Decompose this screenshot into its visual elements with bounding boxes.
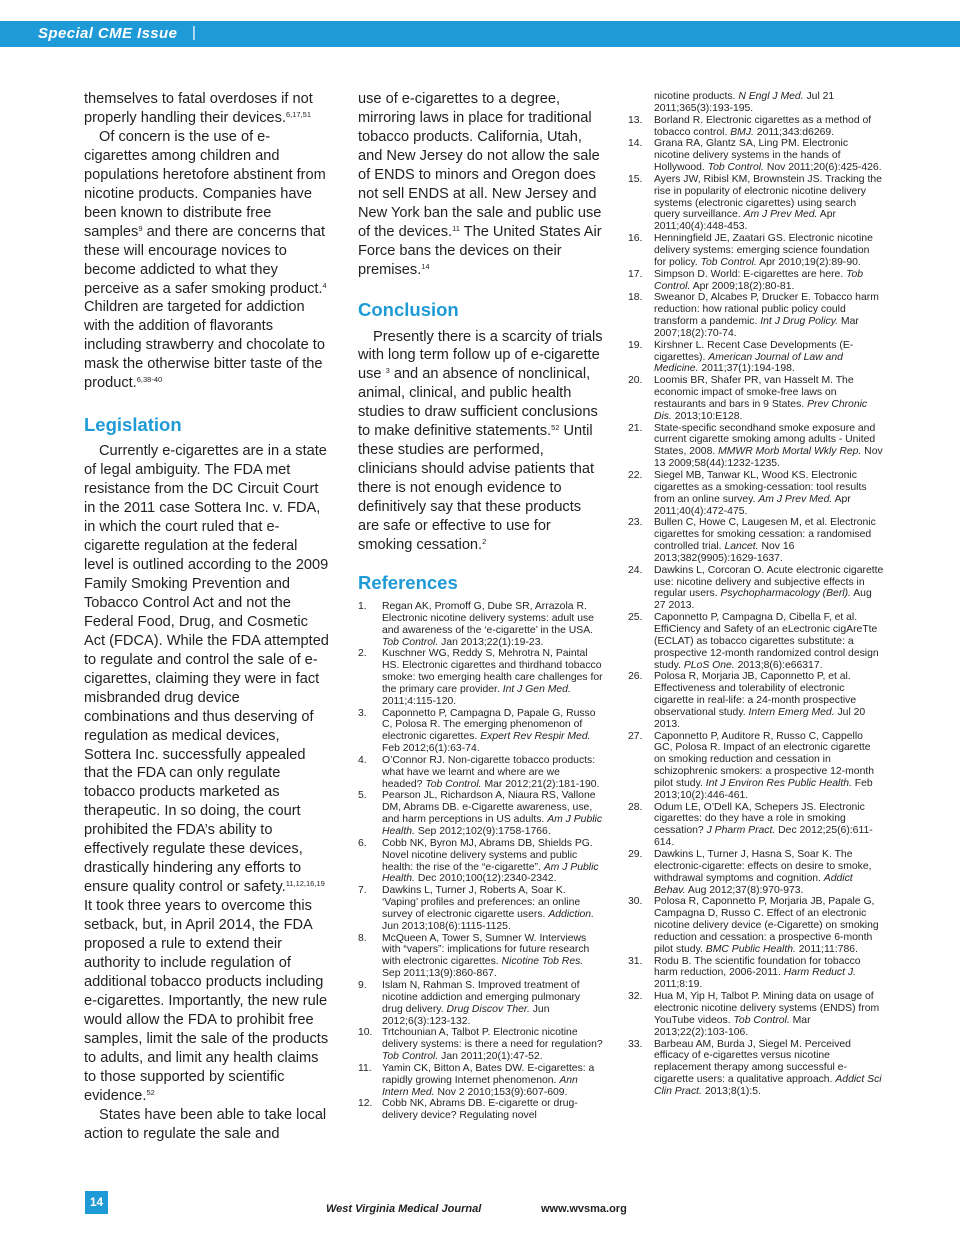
reference-number: 19.	[628, 339, 643, 351]
reference-item: 22. Siegel MB, Tanwar KL, Wood KS. Electronic cigarettes as a smoking-cessation: tool results from an online survey. Am J Prev Med. Apr 2011;40(4):472-475.	[628, 470, 867, 517]
paragraph: themselves to fatal overdoses if not properly handling their devices.$^{6,17,51}$	[84, 91, 313, 126]
reference-item: 13. Borland R. Electronic cigarettes as a method of tobacco control. BMJ. 2011;343:d6269.	[628, 114, 872, 138]
reference-number: 11.	[358, 1062, 372, 1074]
reference-number: 16.	[628, 233, 643, 245]
reference-item: 25. Caponnetto P, Campagna D, Cibella F, et al. EffiCiency and Safety of an eLectronic cigAreTte (ECLAT) as tobacco cigarettes substitute: a prospective 12-month randomized control design study. PLoS One. 2013;8(6):e66317.	[628, 612, 879, 671]
conclusion-heading: Conclusion	[358, 298, 459, 320]
reference-item: 11. Yamin CK, Bitton A, Bates DW. E-cigarettes: a rapidly growing Internet phenomenon. Ann Intern Med. Nov 2 2010;153(9):607-609.	[358, 1062, 595, 1098]
reference-number: 24.	[628, 564, 643, 576]
reference-number: 14.	[628, 138, 643, 150]
reference-number: 31.	[628, 955, 643, 967]
reference-number: 33.	[628, 1038, 643, 1050]
reference-item: 33. Barbeau AM, Burda J, Siegel M. Perceived efficacy of e-cigarettes versus nicotine replacement therapy among successful e-cigarette users: a qualitative approach. Addict Sci Clin Pract. 2013;8(1):5.	[628, 1038, 882, 1097]
reference-number: 20.	[628, 375, 643, 387]
reference-number: 4.	[358, 754, 367, 766]
reference-item: 9. Islam N, Rahman S. Improved treatment of nicotine addiction and emerging pulmonary drug delivery. Drug Discov Ther. Jun 2012;6(3):123-132.	[358, 979, 581, 1027]
footer-url: www.wvsma.org	[541, 1203, 627, 1215]
paragraph: Currently e-cigarettes are in a state of legal ambiguity. The FDA met resistance from the DC Circuit Court in the 2011 case Sottera Inc. v. FDA, in which the court ruled that e-cigarette regulation at the federal level is outlined according to the 2009 Family Smoking Prevention and Tobacco Control Act and not the Federal Food, Drug, and Cosmetic Act (FDCA). While the FDA attempted to regulate and control the sale of e-cigarettes, claiming they were in fact misbranded drug device combinations and thus deserving of regulation as medical devices, Sottera Inc. successfully appealed that the FDA can only regulate tobacco products marketed as therapeutic. In so doing, the court prohibited the FDA’s ability to effectively regulate these devices, drastically hindering any efforts to ensure quality control or safety.$^{11,12,16,19}$ It took three years to overcome this setback, but, in April 2014, the FDA proposed a rule to extend their authority to include regulation of additional tobacco products including e-cigarettes. Importantly, the new rule would allow the FDA to prohibit free samples, limit the sale of the products to adults, and limit any health claims to those supported by scientific evidence.$^{52}$	[84, 443, 329, 1104]
column-3	[626, 91, 884, 1098]
reference-number: 1.	[358, 600, 367, 612]
paragraph: Presently there is a scarcity of trials with long term follow up of e-cigarette use $^3$ and an absence of nonclinical, animal, clinical, and public health studies to draw sufficient conclusions to make definitive statements.$^{52}$ Until these studies are performed, clinicians should advise patients that there is not enough evidence to definitively say that these products are safe or effective to use for smoking cessation.$^2$	[358, 328, 603, 554]
reference-number: 25.	[628, 612, 643, 624]
reference-number: 7.	[358, 885, 367, 897]
reference-item: 2. Kuschner WG, Reddy S, Mehrotra N, Paintal HS. Electronic cigarettes and thirdhand tobacco smoke: two emerging health care challenges for the primary care provider. Int J Gen Med. 2011;4:115-120.	[358, 648, 603, 707]
reference-item: 29. Dawkins L, Turner J, Hasna S, Soar K. The electronic-cigarette: effects on desire to smoke, withdrawal symptoms and cognition. Addict Behav. Aug 2012;37(8):970-973.	[628, 849, 872, 896]
reference-item: 7. Dawkins L, Turner J, Roberts A, Soar K. ‘Vaping’ profiles and preferences: an online survey of electronic cigarette users. Addiction. Jun 2013;108(6):1115-1125.	[358, 885, 594, 932]
column-2	[358, 90, 603, 1122]
reference-item: 16. Henningfield JE, Zaatari GS. Electronic nicotine delivery systems: emerging science foundation for policy. Tob Control. Apr 2010;19(2):89-90.	[628, 233, 873, 268]
reference-number: 8.	[358, 932, 367, 944]
reference-number: 30.	[628, 896, 643, 908]
reference-item: 31. Rodu B. The scientific foundation for tobacco harm reduction, 2006-2011. Harm Reduct J. 2011;8:19.	[628, 955, 861, 991]
reference-number: 23.	[628, 517, 643, 529]
reference-list	[358, 601, 603, 1122]
reference-item: 5. Pearson JL, Richardson A, Niaura RS, Vallone DM, Abrams DB. e-Cigarette awareness, use, and harm perceptions in US adults. Am J Public Health. Sep 2012;102(9):1758-1766.	[358, 790, 603, 837]
reference-item: 12. Cobb NK, Abrams DB. E-cigarette or drug-delivery device? Regulating novel	[358, 1098, 578, 1122]
reference-number: 5.	[358, 790, 367, 802]
reference-item: 26. Polosa R, Morjaria JB, Caponnetto P, et al. Effectiveness and tolerability of electronic cigarette in real-life: a 24-month prospective observational study. Intern Emerg Med. Jul 20 2013.	[628, 671, 866, 730]
reference-number: 26.	[628, 671, 643, 683]
issue-title: Special CME Issue	[38, 25, 178, 42]
reference-number: 18.	[628, 292, 643, 304]
reference-item: 4. O’Connor RJ. Non-cigarette tobacco products: what have we learnt and where are we headed? Tob Control. Mar 2012;21(2):181-190.	[358, 754, 600, 790]
header-bar	[0, 21, 960, 47]
reference-number: 22.	[628, 470, 643, 481]
header-separator: |	[192, 24, 196, 41]
page-number: 14	[85, 1191, 108, 1214]
reference-number: 10.	[358, 1027, 373, 1039]
reference-item: 32. Hua M, Yip H, Talbot P. Mining data on usage of electronic nicotine delivery systems (ENDS) from YouTube videos. Tob Control. Mar 2013;22(2):103-106.	[628, 991, 880, 1038]
reference-number: 12.	[358, 1098, 373, 1110]
paragraph: States have been able to take local action to regulate the sale and	[84, 1106, 327, 1142]
legislation-heading: Legislation	[84, 414, 182, 436]
reference-number: 21.	[628, 422, 643, 434]
reference-item: 30. Polosa R, Caponnetto P, Morjaria JB, Papale G, Campagna D, Russo C. Effect of an electronic nicotine delivery device (e-Cigarette) on smoking reduction and cessation: a prospective 6-month pilot study. BMC Public Health. 2011;11:786.	[628, 896, 879, 955]
reference-number: 15.	[628, 173, 643, 185]
reference-item: 6. Cobb NK, Byron MJ, Abrams DB, Shields PG. Novel nicotine delivery systems and public health: the rise of the “e-cigarette”. Am J Public Health. Dec 2010;100(12):2340-2342.	[358, 837, 599, 885]
reference-number: 29.	[628, 849, 643, 860]
reference-item: 3. Caponnetto P, Campagna D, Papale G, Russo C, Polosa R. The emerging phenomenon of electronic cigarettes. Expert Rev Respir Med. Feb 2012;6(1):63-74.	[358, 707, 596, 755]
reference-item: 18. Sweanor D, Alcabes P, Drucker E. Tobacco harm reduction: how rational public policy could transform a pandemic. Int J Drug Policy. Mar 2007;18(2):70-74.	[628, 292, 879, 339]
reference-number: 13.	[628, 114, 643, 126]
reference-item: 20. Loomis BR, Shafer PR, van Hasselt M. The economic impact of smoke-free laws on restaurants and bars in 9 States. Prev Chronic Dis. 2013;10:E128.	[628, 375, 868, 422]
reference-item: 27. Caponnetto P, Auditore R, Russo C, Cappello GC, Polosa R. Impact of an electronic cigarette on smoking reduction and cessation in schizophrenic smokers: a prospective 12-month pilot study. Int J Environ Res Public Health. Feb 2013;10(2):446-461.	[628, 730, 875, 801]
footer-journal-name: West Virginia Medical Journal	[326, 1203, 482, 1215]
references-heading: References	[358, 571, 458, 593]
reference-item: 1. Regan AK, Promoff G, Dube SR, Arrazola R. Electronic nicotine delivery systems: adult use and awareness of the ‘e-cigarette’ in the USA. Tob Control. Jan 2013;22(1):19-23.	[358, 600, 594, 648]
paragraph: Of concern is the use of e-cigarettes among children and populations heretofore abstinent from nicotine products. Companies have been known to distribute free samples$^9$ and there are concerns that these will encourage novices to become addicted to what they perceive as a safer smoking product.$^4$ Children are targeted for addiction with the addition of flavorants including strawberry and chocolate to mask the otherwise bitter taste of the product.$^{6,38-40}$	[84, 128, 327, 392]
reference-number: 32.	[628, 991, 643, 1003]
reference-number: 6.	[358, 837, 367, 849]
column-1	[84, 90, 329, 1144]
reference-number: 28.	[628, 801, 643, 813]
reference-item: 10. Trtchounian A, Talbot P. Electronic nicotine delivery systems: is there a need for regulation? Tob Control. Jan 2011;20(1):47-52.	[358, 1027, 603, 1063]
reference-item: 14. Grana RA, Glantz SA, Ling PM. Electronic nicotine delivery systems in the hands of Hollywood. Tob Control. Nov 2011;20(6):425-426.	[628, 138, 882, 174]
reference-number: 3.	[358, 707, 367, 719]
reference-number: 27.	[628, 730, 643, 742]
reference-item: 19. Kirshner L. Recent Case Developments (E-cigarettes). American Journal of Law and Medicine. 2011;37(1):194-198.	[628, 339, 854, 375]
reference-item: nicotine products. N Engl J Med. Jul 21 2011;365(3):193-195.	[654, 91, 835, 114]
reference-item: 21. State-specific secondhand smoke exposure and current cigarette smoking among adults - United States, 2008. MMWR Morb Mortal Wkly Rep. Nov 13 2009;58(44):1232-1235.	[628, 422, 883, 470]
reference-item: 17. Simpson D. World: E-cigarettes are here. Tob Control. Apr 2009;18(2):80-81.	[628, 268, 864, 292]
reference-number: 2.	[358, 648, 367, 660]
reference-item: 8. McQueen A, Tower S, Sumner W. Interviews with “vapers”: implications for future research with electronic cigarettes. Nicotine Tob Res. Sep 2011;13(9):860-867.	[358, 932, 590, 980]
reference-number: 9.	[358, 979, 367, 991]
reference-item: 15. Ayers JW, Ribisl KM, Brownstein JS. Tracking the rise in popularity of electronic nicotine delivery systems (electronic cigarettes) using search query surveillance. Am J Prev Med. Apr 2011;40(4):448-453.	[628, 173, 882, 233]
paragraph: use of e-cigarettes to a degree, mirroring laws in place for traditional tobacco products. California, Utah, and New Jersey do not allow the sale of ENDS to minors and Oregon does not sell ENDS at all. New Jersey and New York ban the sale and public use of the devices.$^{11}$ The United States Air Force bans the devices on their premises.$^{14}$	[358, 91, 602, 278]
reference-item: 23. Bullen C, Howe C, Laugesen M, et al. Electronic cigarettes for smoking cessation: a randomised controlled trial. Lancet. Nov 16 2013;382(9905):1629-1637.	[628, 517, 876, 564]
reference-item: 28. Odum LE, O’Dell KA, Schepers JS. Electronic cigarettes: do they have a role in smoking cessation? J Pharm Pract. Dec 2012;25(6):611-614.	[628, 801, 873, 849]
reference-item: 24. Dawkins L, Corcoran O. Acute electronic cigarette use: nicotine delivery and subjective effects in regular users. Psychopharmacology (Berl). Aug 27 2013.	[628, 564, 884, 612]
reference-number: 17.	[628, 268, 643, 280]
